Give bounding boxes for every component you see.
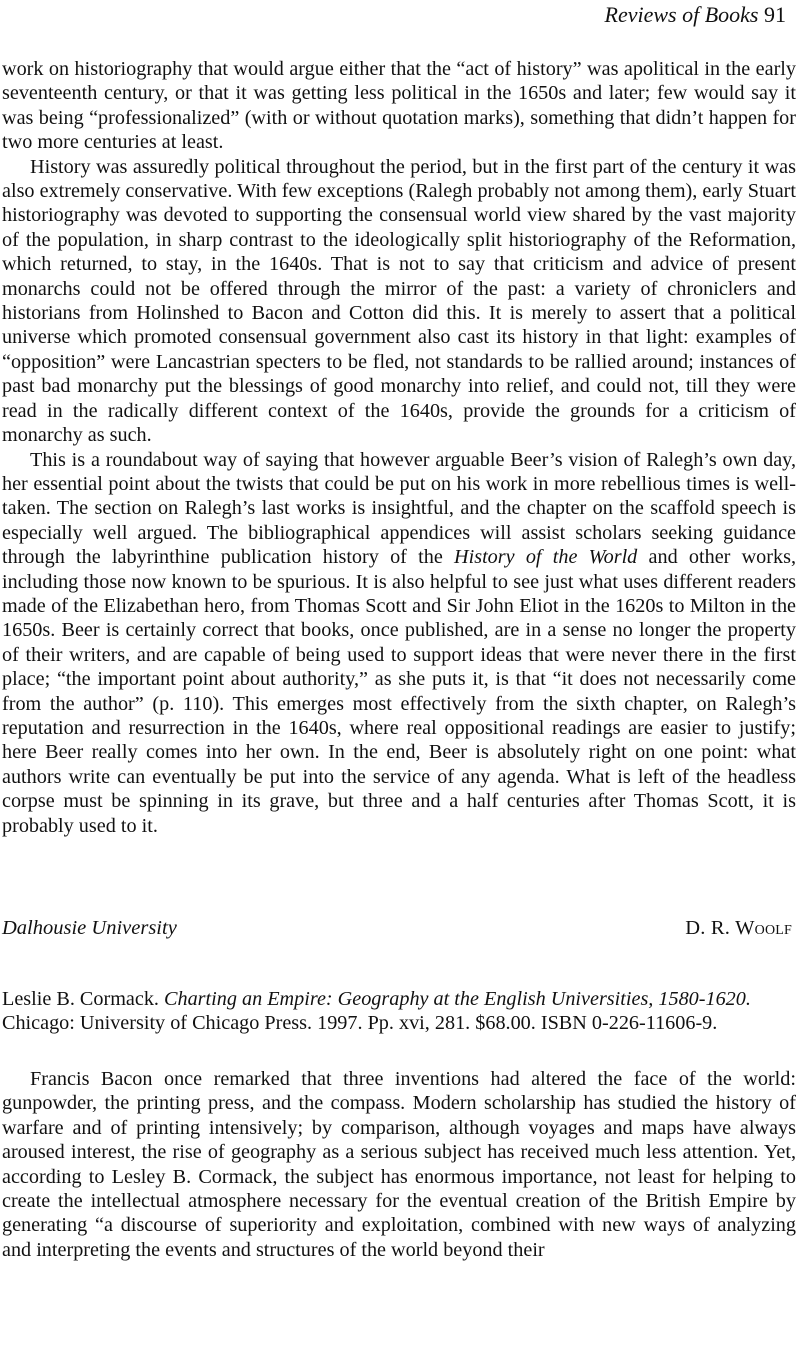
reviewer-name: D. R. Woolf (685, 917, 792, 939)
book-publication: Chicago: University of Chicago Press. 1997. Pp. xvi, 281. $68.00. ISBN 0-226-11606-9. (2, 1012, 718, 1035)
review-cormack-body (2, 1067, 796, 1262)
book-title-italic: History of the World (454, 546, 638, 569)
paragraph: History was assuredly political throughout the period, but in the first part of the century it was also extremely conservative. With few exceptions (Ralegh probably not among them), early Stuart historiography was devoted to supporting the consensual world view shared by the vast majority of the population, in sharp contrast to the ideologically split historiography of the Reformation, which returned, to stay, in the 1640s. That is not to say that criticism and advice of present monarchs could not be offered through the mirror of the past: a variety of chroniclers and historians from Holinshed to Bacon and Cotton did this. It is merely to assert that a political universe which promoted consensual government also cast its history in that light: examples of “opposition” were Lancastrian specters to be fled, not standards to be rallied around; instances of past bad monarchy put the blessings of good monarchy into relief, and could not, till they were read in the radically different context of the 1640s, provide the grounds for a criticism of monarchy as such. (2, 155, 796, 447)
paragraph (2, 448, 796, 839)
paragraph: Francis Bacon once remarked that three inventions had altered the face of the world: gunpowder, the printing press, and the compass. Modern scholarship has studied the history of warfare and of printing intensively; by comparison, although voyages and maps have always aroused interest, the rise of geography as a serious subject has received much less attention. Yet, according to Lesley B. Cormack, the subject has enormous importance, not least for helping to create the intellectual atmosphere necessary for the eventual creation of the British Empire by generating “a discourse of superiority and exploitation, combined with new ways of analyzing and interpreting the events and structures of the world beyond their (2, 1068, 796, 1261)
review-woolf-body (2, 57, 796, 838)
paragraph: work on historiography that would argue either that the “act of history” was apolitical in the early seventeenth century, or that it was getting less political in the 1650s and later; few would say it was being “professionalized” (with or without quotation marks), something that didn’t happen for two more centuries at least. (2, 58, 796, 154)
reviewer-signoff (2, 915, 792, 941)
reviewer-affiliation: Dalhousie University (2, 917, 177, 939)
paragraph-text: and other works, including those now known to be spurious. It is also helpful to see just what uses different readers made of the Elizabethan hero, from Thomas Scott and Sir John Eliot in the 1620s to Milton in the 1650s. Beer is certainly correct that books, once published, are in a sense no longer the property of their writers, and are capable of being used to support ideas that were never there in the first place; “the important point about authority,” as she puts it, is that “it does not necessarily come from the author” (p. 110). This emerges most effectively from the sixth chapter, on Ralegh’s reputation and resurrection in the 1640s, where real oppositional readings are easier to justify; here Beer really comes into her own. In the end, Beer is absolutely right on one point: what authors write can eventually be put into the service of any agenda. What is left of the headless corpse must be spinning in its grave, but three and a half centuries after Thomas Scott, it is probably used to it. (2, 546, 796, 837)
book-title: Charting an Empire: Geography at the English Universities, 1580-1620. (164, 988, 751, 1010)
book-citation (2, 987, 796, 1036)
book-author: Leslie B. Cormack. (2, 988, 159, 1010)
running-head-title: Reviews of Books (604, 2, 759, 27)
paragraph-text: This is a roundabout way of saying that however arguable Beer’s vision of Ralegh’s own day, her essential point about the twists that could be put on his work in more rebellious times is well-taken. The section on Ralegh’s last works is insightful, and the chapter on the scaffold speech is especially well argued. The bibliographical appendices will assist scholars seeking guidance through the labyrinthine publication history of the (2, 448, 796, 569)
page-number: 91 (764, 2, 786, 27)
running-head (605, 2, 786, 28)
